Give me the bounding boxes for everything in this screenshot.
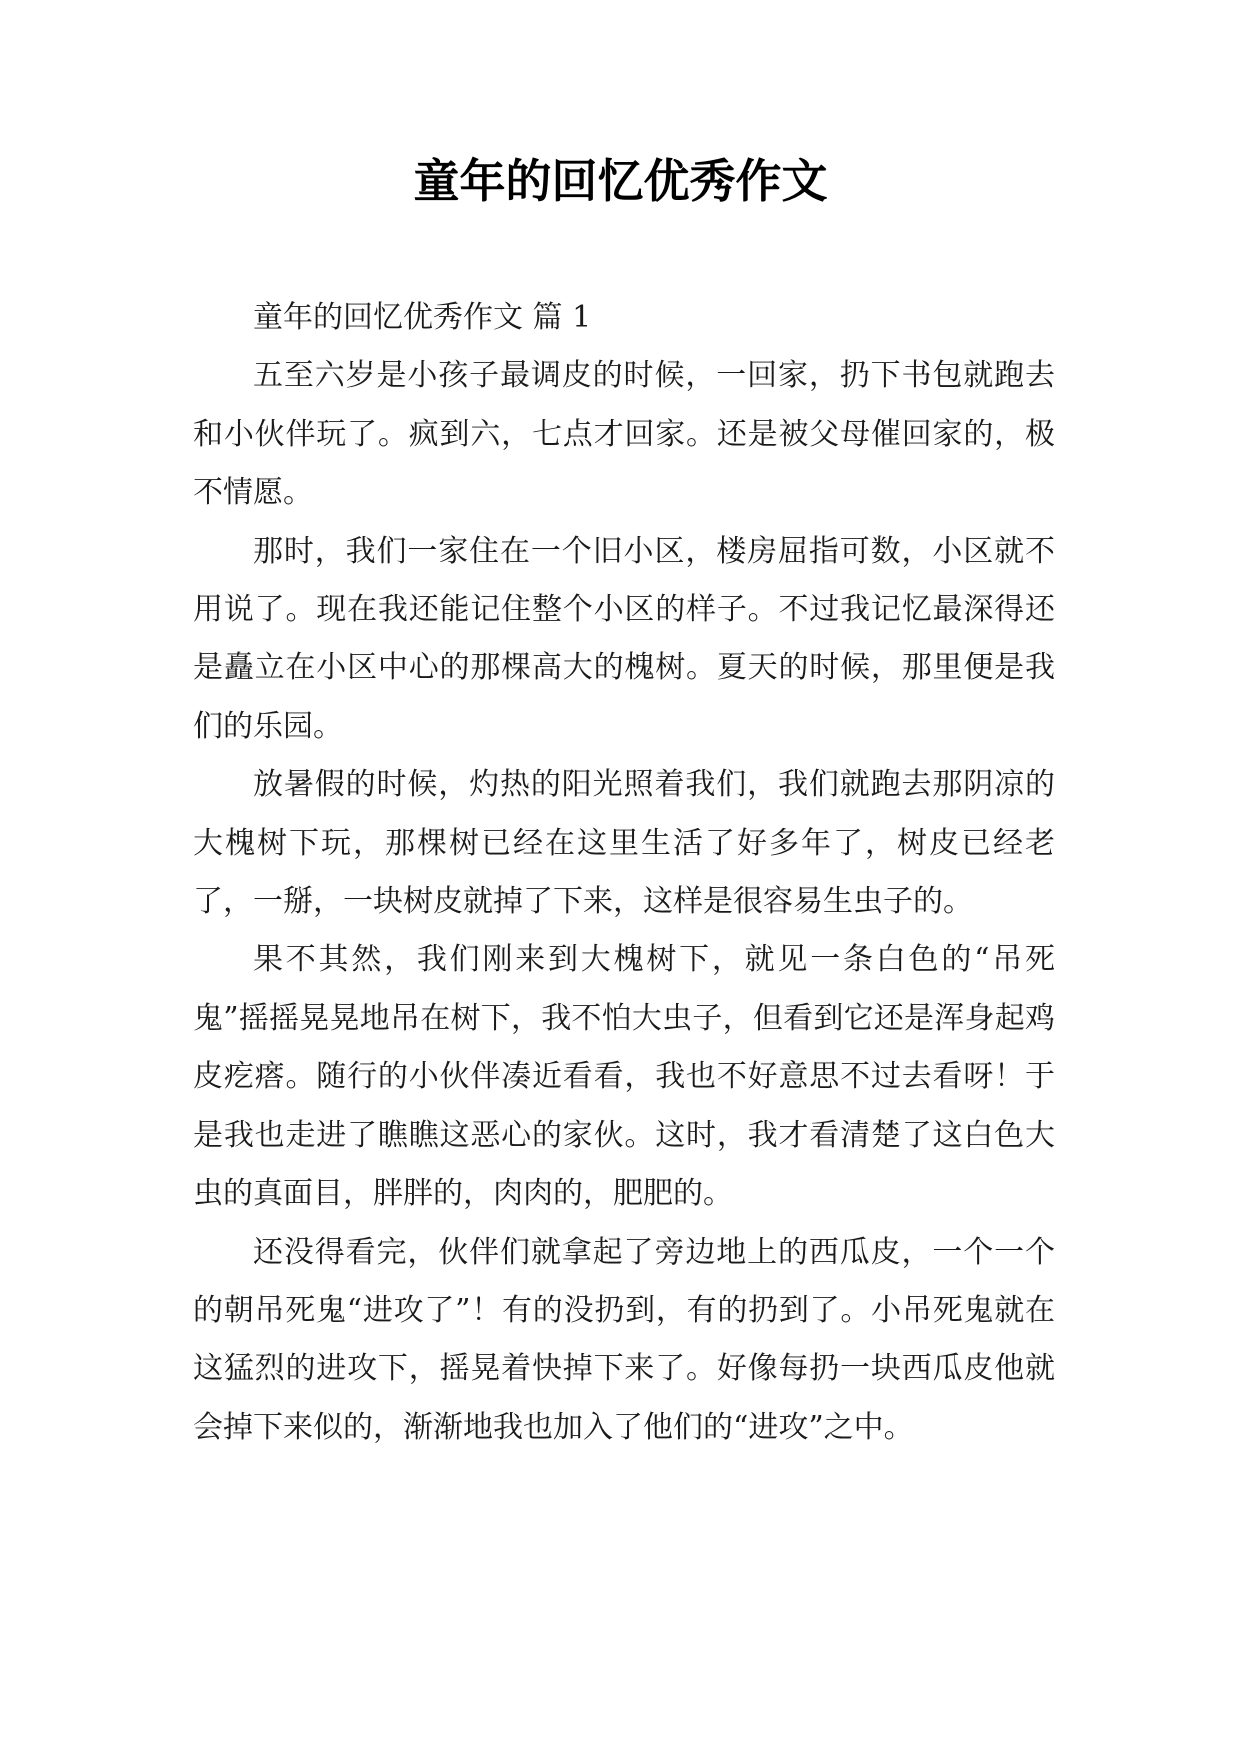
paragraph-1: 五至六岁是小孩子最调皮的时候，一回家，扔下书包就跑去和小伙伴玩了。疯到六，七点才回家。还是被父母催回家的，极不情愿。 — [193, 358, 1055, 511]
paragraph-4: 果不其然，我们刚来到大槐树下，就见一条白色的“吊死鬼”摇摇晃晃地吊在树下，我不怕大虫子，但看到它还是浑身起鸡皮疙瘩。随行的小伙伴凑近看看，我也不好意思不过去看呀！于是我也走进了瞧瞧这恶心的家伙。这时，我才看清楚了这白色大虫的真面目，胖胖的，肉肉的，肥肥的。 — [193, 942, 1055, 1212]
document-body — [193, 289, 1055, 1457]
paragraph-2: 那时，我们一家住在一个旧小区，楼房屈指可数，小区就不用说了。现在我还能记住整个小区的样子。不过我记忆最深得还是矗立在小区中心的那棵高大的槐树。夏天的时候，那里便是我们的乐园。 — [193, 533, 1055, 744]
paragraph-3: 放暑假的时候，灼热的阳光照着我们，我们就跑去那阴凉的大槐树下玩，那棵树已经在这里生活了好多年了，树皮已经老了，一掰，一块树皮就掉了下来，这样是很容易生虫子的。 — [193, 767, 1055, 920]
document-title: 童年的回忆优秀作文 — [413, 154, 828, 208]
paragraph-5: 还没得看完，伙伴们就拿起了旁边地上的西瓜皮，一个一个的朝吊死鬼“进攻了”！有的没扔到，有的扔到了。小吊死鬼就在这猛烈的进攻下，摇晃着快掉下来了。好像每扔一块西瓜皮他就会掉下来似的，渐渐地我也加入了他们的“进攻”之中。 — [193, 1234, 1055, 1445]
section-heading: 童年的回忆优秀作文 篇 1 — [253, 300, 592, 335]
